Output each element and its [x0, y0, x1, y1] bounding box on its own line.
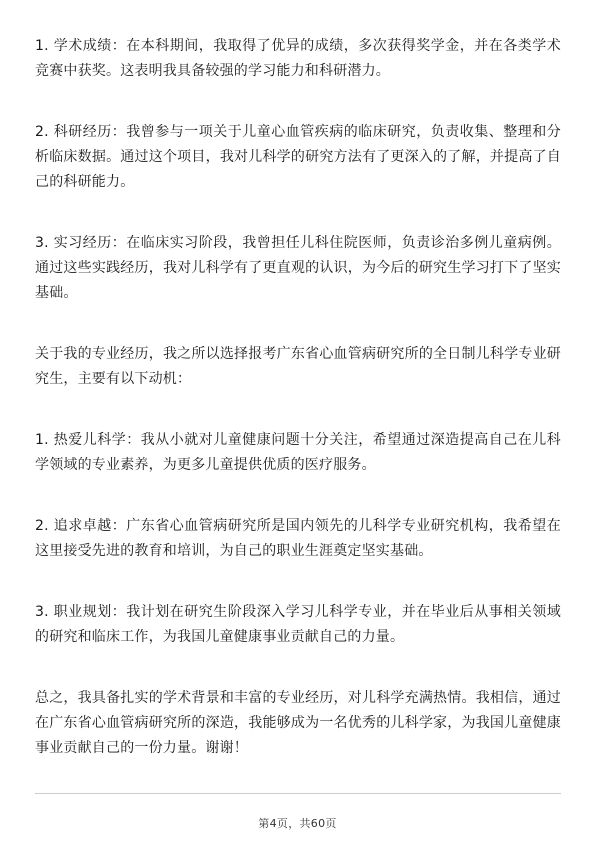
paragraph-internship-experience: 3. 实习经历：在临床实习阶段，我曾担任儿科住院医师，负责诊治多例儿童病例。通过这些实践经历，我对儿科学有了更直观的认识，为今后的研究生学习打下了坚实基础。 — [35, 235, 561, 301]
paragraph-motivation-intro: 关于我的专业经历，我之所以选择报考广东省心血管病研究所的全日制儿科学专业研究生，主要有以下动机： — [35, 346, 561, 387]
footer-divider — [35, 793, 561, 794]
page-number: 第4页，共60页 — [258, 817, 337, 830]
paragraph-research-experience: 2. 科研经历：我曾参与一项关于儿童心血管疾病的临床研究，负责收集、整理和分析临床数据。通过这个项目，我对儿科学的研究方法有了更深入的了解，并提高了自己的科研能力。 — [35, 124, 561, 190]
paragraph-pursue-excellence: 2. 追求卓越：广东省心血管病研究所是国内领先的儿科学专业研究机构，我希望在这里接受先进的教育和培训，为自己的职业生涯奠定坚实基础。 — [35, 518, 561, 559]
paragraph-love-pediatrics: 1. 热爱儿科学：我从小就对儿童健康问题十分关注，希望通过深造提高自己在儿科学领域的专业素养，为更多儿童提供优质的医疗服务。 — [35, 432, 561, 473]
document-body — [35, 34, 561, 761]
paragraph-conclusion: 总之，我具备扎实的学术背景和丰富的专业经历，对儿科学充满热情。我相信，通过在广东省心血管病研究所的深造，我能够成为一名优秀的儿科学家，为我国儿童健康事业贡献自己的一份力量。谢谢！ — [35, 690, 561, 756]
paragraph-career-plan: 3. 职业规划：我计划在研究生阶段深入学习儿科学专业，并在毕业后从事相关领域的研究和临床工作，为我国儿童健康事业贡献自己的力量。 — [35, 604, 561, 645]
paragraph-academic-achievement: 1. 学术成绩：在本科期间，我取得了优异的成绩，多次获得奖学金，并在各类学术竞赛中获奖。这表明我具备较强的学习能力和科研潜力。 — [35, 38, 561, 79]
